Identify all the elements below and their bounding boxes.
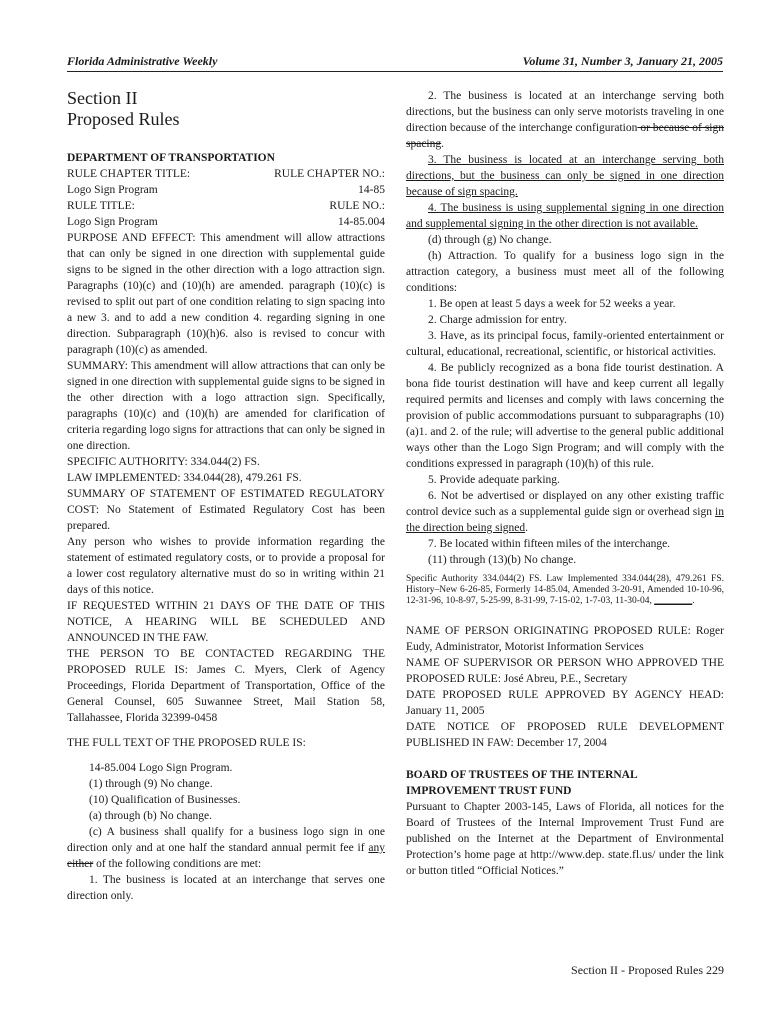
rule-para-h3: 3. Have, as its principal focus, family-oriented entertainment or cultural, educational, recreational, scientific, or historical activities. bbox=[406, 330, 724, 358]
history-text: Specific Authority 334.044(2) FS. Law Implemented 334.044(28), 479.261 FS. History–New 6-26-85, Formerly 14-85.04, Amended 3-20-91, Amended 10-10-96, 12-31-96, 10-8-97, 5-25-99, 8-31-99, 7-15-02, 1-7-03, 11-30-04, bbox=[406, 574, 724, 606]
inserted-direction-phrase: in the direction being signed bbox=[406, 506, 724, 534]
rule-para-c4: 4. The business is using supplemental signing in one direction and supplemental signing in the other direction is not available. bbox=[406, 202, 724, 230]
contact-paragraph: THE PERSON TO BE CONTACTED REGARDING THE PROPOSED RULE IS: James C. Myers, Clerk of Agency Proceedings, Florida Department of Transportation, Office of the General Counsel, 605 Suwannee Street, Mail Station 58, Tallahassee, Florida 32399-0458 bbox=[67, 648, 385, 724]
chapter-title-label: RULE CHAPTER TITLE: bbox=[67, 168, 191, 180]
rule-para-10: (10) Qualification of Businesses. bbox=[89, 794, 241, 806]
rule-para-h4: 4. Be publicly recognized as a bona fide tourist destination. A bona fide tourist destination will have and keep current all legally required permits and licenses and comply with laws concerning the provision of public accommodations pursuant to subparagraphs (10)(a)1. and 2. of the rule; will advertise to the general public additional ways other than the Logo Sign Program; and will comply with the conditions expressed in paragraph (10)(h) of this rule. bbox=[406, 362, 724, 470]
supervisor-paragraph: NAME OF SUPERVISOR OR PERSON WHO APPROVED THE PROPOSED RULE: José Abreu, P.E., Secretary bbox=[406, 657, 724, 685]
history-end: . bbox=[692, 596, 695, 606]
full-text-heading: THE FULL TEXT OF THE PROPOSED RULE IS: bbox=[67, 737, 306, 749]
page-footer: Section II - Proposed Rules 229 bbox=[571, 963, 724, 977]
rule-para-h1: 1. Be open at least 5 days a week for 52 weeks a year. bbox=[428, 298, 676, 310]
running-header bbox=[67, 54, 723, 70]
law-implemented: LAW IMPLEMENTED: 334.044(28), 479.261 FS. bbox=[67, 472, 302, 484]
rule-para-d-g: (d) through (g) No change. bbox=[428, 234, 552, 246]
rule-labels-row bbox=[67, 198, 385, 214]
chapter-labels-row bbox=[67, 166, 385, 182]
publication-title: Florida Administrative Weekly bbox=[67, 54, 218, 68]
specific-authority: SPECIFIC AUTHORITY: 334.044(2) FS. bbox=[67, 456, 260, 468]
rule-para-h5: 5. Provide adequate parking. bbox=[428, 474, 560, 486]
approved-date: DATE PROPOSED RULE APPROVED BY AGENCY HEAD: January 11, 2005 bbox=[406, 689, 724, 717]
para-c2-text: 2. The business is located at an interchange serving both directions, but the business can only serve motorists traveling in one direction because of the interchange configuration bbox=[406, 90, 724, 134]
para-c-text-end: of the following conditions are met: bbox=[93, 858, 262, 870]
rule-para-c2 bbox=[406, 88, 724, 152]
hearing-notice: IF REQUESTED WITHIN 21 DAYS OF THE DATE OF THIS NOTICE, A HEARING WILL BE SCHEDULED AND ANNOUNCED IN THE FAW. bbox=[67, 600, 385, 644]
rule-no: 14-85.004 bbox=[338, 216, 385, 228]
rule-para-c3: 3. The business is located at an interchange serving both directions, but the business can only be signed in one direction because of sign spacing. bbox=[406, 154, 724, 198]
rule-values-row bbox=[67, 214, 385, 230]
section-title: Proposed Rules bbox=[67, 109, 180, 129]
para-h6-end: . bbox=[525, 522, 528, 534]
section-number: Section II bbox=[67, 88, 138, 108]
chapter-values-row bbox=[67, 182, 385, 198]
info-paragraph: Any person who wishes to provide information regarding the statement of estimated regulatory costs, or to provide a proposal for a lower cost regulatory alternative must do so in writing within 21 days of this notice. bbox=[67, 536, 385, 596]
header-divider bbox=[67, 71, 723, 72]
department-heading: DEPARTMENT OF TRANSPORTATION bbox=[67, 152, 275, 164]
serc-paragraph: SUMMARY OF STATEMENT OF ESTIMATED REGULATORY COST: No Statement of Estimated Regulatory Cost has been prepared. bbox=[67, 488, 385, 532]
struck-word-either: either bbox=[67, 858, 94, 870]
right-column bbox=[406, 88, 724, 879]
chapter-no: 14-85 bbox=[358, 184, 385, 196]
board-heading-line2: IMPROVEMENT TRUST FUND bbox=[406, 785, 572, 797]
rule-title-label: RULE TITLE: bbox=[67, 200, 135, 212]
chapter-no-label: RULE CHAPTER NO.: bbox=[274, 168, 385, 180]
rule-para-h6 bbox=[406, 488, 724, 536]
rule-para-c bbox=[67, 824, 385, 872]
rule-para-c1: 1. The business is located at an interchange that serves one direction only. bbox=[67, 874, 385, 902]
rule-no-label: RULE NO.: bbox=[329, 200, 385, 212]
para-c2-end: . bbox=[441, 138, 445, 150]
para-c-text: (c) A business shall qualify for a business logo sign in one direction only and at one half the standard annual permit fee if bbox=[67, 826, 385, 854]
originator-paragraph: NAME OF PERSON ORIGINATING PROPOSED RULE: Roger Eudy, Administrator, Motorist Information Services bbox=[406, 625, 724, 653]
board-heading-line1: BOARD OF TRUSTEES OF THE INTERNAL bbox=[406, 769, 638, 781]
rule-title: Logo Sign Program bbox=[67, 216, 158, 228]
chapter-title: Logo Sign Program bbox=[67, 184, 158, 196]
rule-para-1: (1) through (9) No change. bbox=[89, 778, 213, 790]
para-h6-text: 6. Not be advertised or displayed on any other existing traffic control device such as a supplemental guide sign or overhead sign bbox=[406, 490, 724, 518]
rule-para-h: (h) Attraction. To qualify for a business logo sign in the attraction category, a business must meet all of the following conditions: bbox=[406, 250, 724, 294]
rule-para-a-b: (a) through (b) No change. bbox=[89, 810, 212, 822]
struck-sign-spacing: or because of sign spacing bbox=[406, 122, 724, 150]
published-date: DATE NOTICE OF PROPOSED RULE DEVELOPMENT PUBLISHED IN FAW: December 17, 2004 bbox=[406, 721, 724, 749]
rule-para-h7: 7. Be located within fifteen miles of the interchange. bbox=[428, 538, 671, 550]
summary-paragraph: SUMMARY: This amendment will allow attractions that can only be signed in one direction with supplemental guide signs to be signed in the other direction with a logo attraction sign. Specifically, paragraphs (10)(c) and (10)(h) are amended for clarification of criteria regarding logo signs for attractions that can only be signed in one direction. bbox=[67, 360, 385, 452]
inserted-word-any: any bbox=[368, 842, 385, 854]
history-note bbox=[406, 574, 724, 607]
rule-heading: 14-85.004 Logo Sign Program. bbox=[89, 762, 233, 774]
issue-info: Volume 31, Number 3, January 21, 2005 bbox=[522, 54, 723, 68]
left-column bbox=[67, 88, 385, 904]
history-blank: ________ bbox=[654, 596, 693, 606]
purpose-paragraph: PURPOSE AND EFFECT: This amendment will allow attractions that can only be signed in one direction with supplemental guide signs to be signed in the other direction with a logo attraction sign. Paragraphs (10)(c) and (10)(h) are amended. paragraph (10)(c) is revised to split out part of one condition relating to sign spacing into a new 3. and to add a new condition 4. regarding signing in one direction. Subparagraph (10)(h)6. also is revised to concur with paragraph (10)(c) as amended. bbox=[67, 232, 385, 356]
board-paragraph: Pursuant to Chapter 2003-145, Laws of Florida, all notices for the Board of Trustees of the Internal Improvement Trust Fund are published on the Internet at the Department of Environmental Protection’s home page at http://www.dep. state.fl.us/ under the link or button titled “Official Notices.” bbox=[406, 801, 724, 877]
rule-para-11-13: (11) through (13)(b) No change. bbox=[428, 554, 577, 566]
rule-para-h2: 2. Charge admission for entry. bbox=[428, 314, 567, 326]
